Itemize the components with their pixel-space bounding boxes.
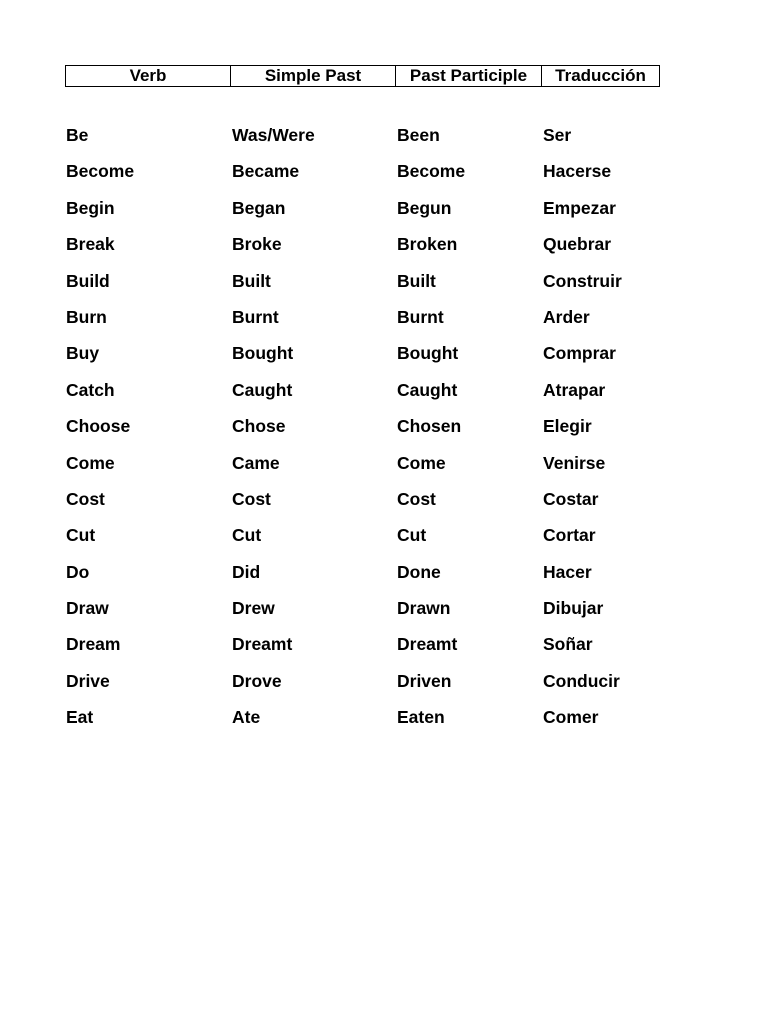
verb-table-header [65, 65, 660, 87]
cell-verb: Cut [66, 525, 96, 546]
cell-simple-past: Burnt [232, 306, 279, 327]
cell-traduccion: Conducir [543, 670, 620, 691]
cell-verb: Dream [66, 634, 121, 655]
cell-past-participle: Come [397, 452, 446, 473]
cell-simple-past: Cost [232, 488, 271, 509]
cell-simple-past: Drew [232, 598, 275, 619]
cell-simple-past: Drove [232, 670, 282, 691]
cell-traduccion: Construir [543, 270, 622, 291]
cell-verb: Be [66, 125, 89, 145]
cell-past-participle: Begun [397, 197, 452, 218]
cell-past-participle: Dreamt [397, 634, 458, 655]
cell-traduccion: Empezar [543, 197, 616, 218]
header-simple-past: Simple Past [231, 66, 396, 87]
cell-traduccion: Dibujar [543, 598, 604, 619]
cell-simple-past: Did [232, 561, 261, 582]
cell-simple-past: Began [232, 197, 286, 218]
cell-verb: Break [66, 234, 115, 255]
cell-traduccion: Quebrar [543, 234, 612, 255]
cell-simple-past: Came [232, 452, 280, 473]
cell-verb: Begin [66, 197, 115, 218]
cell-traduccion: Cortar [543, 525, 596, 546]
cell-simple-past: Ate [232, 707, 261, 728]
cell-traduccion: Venirse [543, 452, 606, 473]
cell-past-participle: Chosen [397, 416, 462, 437]
cell-verb: Cost [66, 488, 105, 509]
cell-simple-past: Built [232, 270, 271, 291]
cell-traduccion: Soñar [543, 634, 593, 655]
cell-verb: Choose [66, 416, 131, 437]
cell-past-participle: Built [397, 270, 436, 291]
cell-past-participle: Cost [397, 488, 436, 509]
cell-verb: Build [66, 270, 110, 291]
cell-simple-past: Caught [232, 379, 293, 400]
cell-traduccion: Arder [543, 306, 590, 327]
cell-past-participle: Eaten [397, 707, 445, 728]
cell-verb: Eat [66, 707, 94, 728]
cell-past-participle: Become [397, 161, 466, 182]
cell-verb: Buy [66, 343, 100, 364]
cell-simple-past: Became [232, 161, 300, 182]
cell-verb: Drive [66, 670, 110, 691]
cell-traduccion: Costar [543, 488, 599, 509]
header-row [66, 66, 660, 87]
cell-simple-past: Was/Were [232, 125, 315, 145]
cell-past-participle: Cut [397, 525, 427, 546]
cell-traduccion: Comprar [543, 343, 616, 364]
cell-simple-past: Dreamt [232, 634, 293, 655]
cell-past-participle: Bought [397, 343, 459, 364]
cell-verb: Catch [66, 379, 115, 400]
cell-traduccion: Comer [543, 707, 599, 728]
header-traduccion: Traducción [542, 66, 660, 87]
cell-traduccion: Hacer [543, 561, 592, 582]
cell-traduccion: Hacerse [543, 161, 612, 182]
cell-simple-past: Bought [232, 343, 294, 364]
header-past-participle: Past Participle [396, 66, 542, 87]
cell-past-participle: Been [397, 125, 440, 145]
cell-past-participle: Driven [397, 670, 452, 691]
cell-past-participle: Broken [397, 234, 458, 255]
cell-traduccion: Elegir [543, 416, 592, 437]
cell-verb: Do [66, 561, 90, 582]
cell-simple-past: Broke [232, 234, 282, 255]
cell-past-participle: Drawn [397, 598, 451, 619]
cell-verb: Burn [66, 306, 107, 327]
cell-traduccion: Atrapar [543, 379, 606, 400]
cell-simple-past: Chose [232, 416, 286, 437]
cell-verb: Come [66, 452, 115, 473]
cell-past-participle: Caught [397, 379, 458, 400]
cell-past-participle: Done [397, 561, 441, 582]
cell-simple-past: Cut [232, 525, 262, 546]
cell-verb: Draw [66, 598, 109, 619]
header-verb: Verb [66, 66, 231, 87]
cell-traduccion: Ser [543, 125, 572, 145]
cell-past-participle: Burnt [397, 306, 444, 327]
cell-verb: Become [66, 161, 135, 182]
